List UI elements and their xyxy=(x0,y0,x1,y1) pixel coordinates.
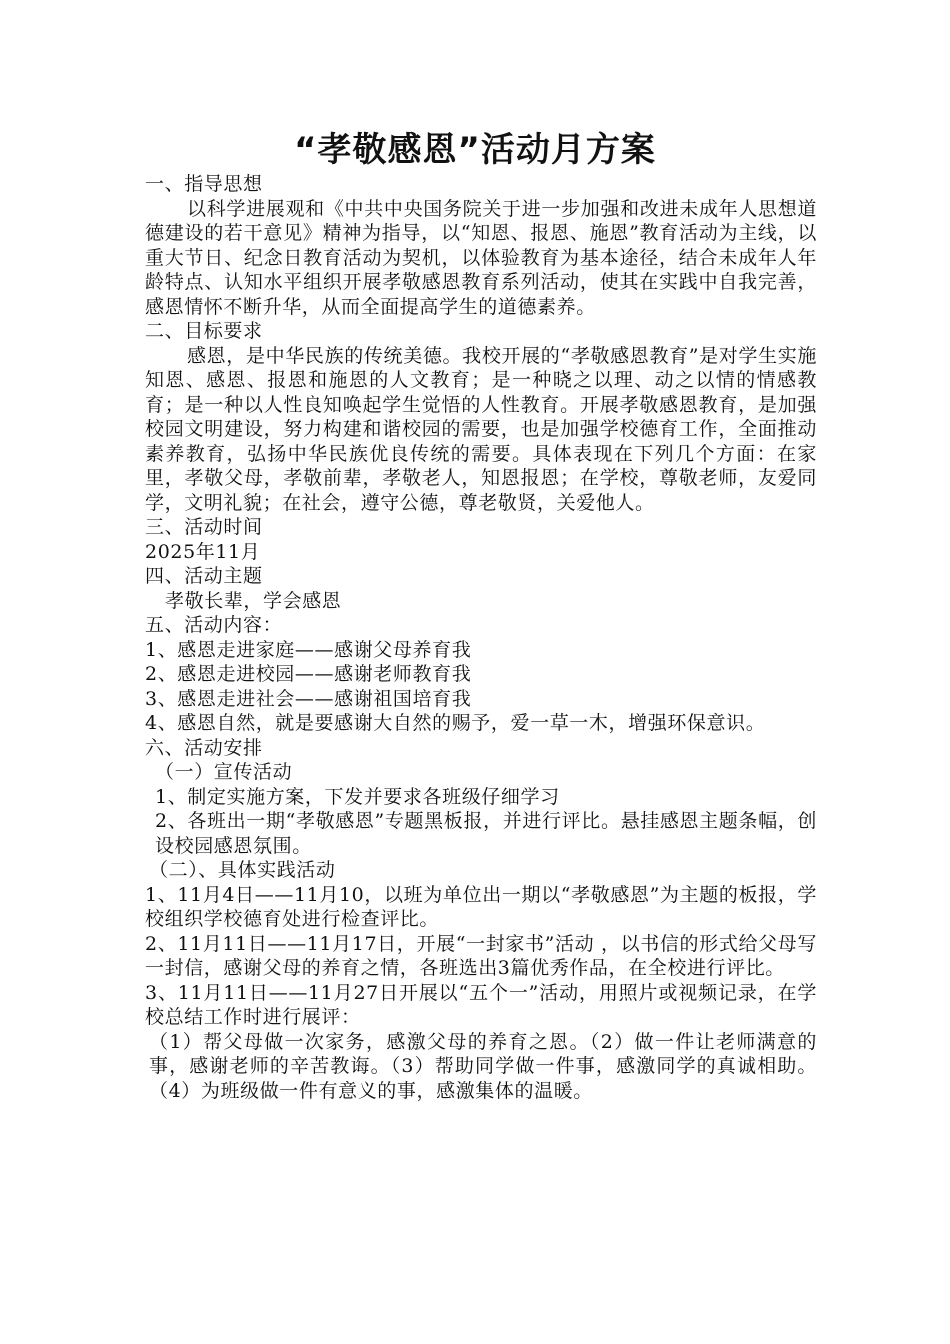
list-item: （1）帮父母做一次家务，感激父母的养育之恩。（2）做一件让老师满意的事，感谢老师的辛苦教诲。（3）帮助同学做一件事，感激同学的真诚相助。（4）为班级做一件有意义的事，感激集体的温暖。 xyxy=(149,1030,817,1102)
list-item: 3、11月11日——11月27日开展以“五个一”活动，用照片或视频记录，在学校总结工作时进行展评： xyxy=(145,981,817,1028)
list-item: 2、各班出一期“孝敬感恩”专题黑板报，并进行评比。悬挂感恩主题条幅，创设校园感恩氛围。 xyxy=(155,810,817,857)
section-heading: 四、活动主题 xyxy=(145,565,263,587)
list-item: 1、11月4日——11月10，以班为单位出一期以“孝敬感恩”为主题的板报，学校组织学校德育处进行检查评比。 xyxy=(145,883,817,930)
section-heading: 一、指导思想 xyxy=(145,173,263,195)
section-paragraph: 2025年11月 xyxy=(145,540,261,563)
section-heading: 六、活动安排 xyxy=(145,736,263,759)
document-title: “孝敬感恩”活动月方案 xyxy=(294,130,656,170)
section-heading: 五、活动内容： xyxy=(145,614,283,636)
list-item: 1、制定实施方案，下发并要求各班级仔细学习 xyxy=(155,785,560,808)
list-item: 3、感恩走进社会——感谢祖国培育我 xyxy=(145,687,472,710)
section-heading: 二、目标要求 xyxy=(145,320,263,342)
section-heading: 三、活动时间 xyxy=(145,516,263,538)
list-item: 2、感恩走进校园——感谢老师教育我 xyxy=(145,663,472,685)
section-paragraph: 以科学进展观和《中共中央国务院关于进一步加强和改进未成年人思想道德建设的若干意见》精神为指导，以“知恩、报恩、施恩”教育活动为主线，以重大节日、纪念日教育活动为契机，以体验教育为基本途径，结合未成年人年龄特点、认知水平组织开展孝敬感恩教育系列活动，使其在实践中自我完善，感恩情怀不断升华，从而全面提高学生的道德素养。 xyxy=(145,197,817,318)
subsection-heading: （一）宣传活动 xyxy=(155,761,293,783)
list-item: 1、感恩走进家庭——感谢父母养育我 xyxy=(145,638,472,661)
section-paragraph: 孝敬长辈，学会感恩 xyxy=(165,589,342,612)
list-item: 2、11月11日——11月17日，开展“一封家书”活动 ，以书信的形式给父母写一封信，感谢父母的养育之情，各班选出3篇优秀作品，在全校进行评比。 xyxy=(145,932,817,979)
list-item: 4、感恩自然，就是要感谢大自然的赐予，爱一草一木，增强环保意识。 xyxy=(145,712,766,734)
section-paragraph: 感恩，是中华民族的传统美德。我校开展的“孝敬感恩教育”是对学生实施知恩、感恩、报恩和施恩的人文教育；是一种晓之以理、动之以情的情感教育；是一种以人性良知唤起学生觉悟的人性教育。开展孝敬感恩教育，是加强校园文明建设，努力构建和谐校园的需要，也是加强学校德育工作，全面推动素养教育，弘扬中华民族优良传统的需要。具体表现在下列几个方面：在家里，孝敬父母，孝敬前辈，孝敬老人，知恩报恩；在学校，尊敬老师，友爱同学，文明礼貌；在社会，遵守公德，尊老敬贤，关爱他人。 xyxy=(145,344,817,514)
document-body xyxy=(145,172,817,1103)
subsection-heading: （二）、具体实践活动 xyxy=(149,859,336,881)
